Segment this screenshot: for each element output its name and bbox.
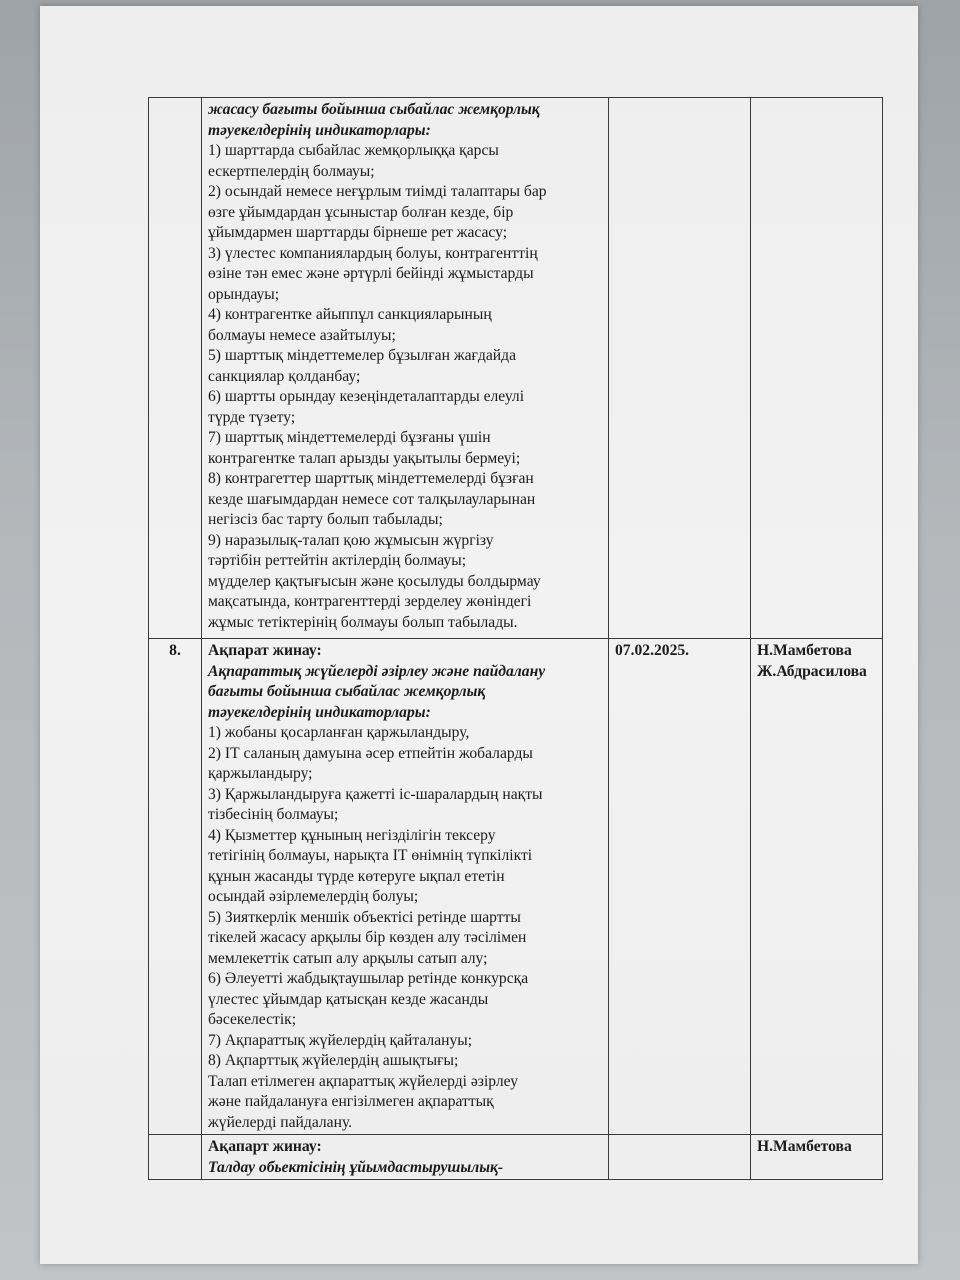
text-line: Талап етілмеген ақпараттық жүйелерді әзірлеу: [208, 1072, 519, 1090]
section-heading: Ақапарт жинау:: [208, 1138, 322, 1155]
subheading-line: Ақпараттық жүйелерді әзірлеу және пайдалану: [208, 662, 546, 680]
responsible-cell: [751, 639, 883, 1135]
description-cell: [202, 639, 609, 1135]
text-line: тетігінің болмауы, нарықта ІТ өнімнің түпкілікті: [208, 847, 533, 864]
text-line: 5) шарттық міндеттемелер бұзылған жағдайда: [208, 347, 516, 364]
text-line: тізбесінің болмауы;: [208, 806, 339, 823]
row-number-cell: 8.: [149, 639, 202, 1135]
text-line: 9) наразылық-талап қою жұмысын жүргізу: [208, 531, 494, 549]
subheading-line: тәуекелдерінің индикаторлары:: [208, 703, 431, 721]
text-line: түрде түзету;: [208, 408, 296, 426]
text-line: санкциялар қолданбау;: [208, 367, 361, 385]
text-line: жүйелерді пайдалану.: [208, 1113, 353, 1131]
table-row: [149, 98, 883, 639]
text-line: 2) ІТ саланың дамуына әсер етпейтін жобаларды: [208, 744, 533, 762]
table-row: [149, 639, 883, 1135]
text-line: тікелей жасасу арқылы бір көзден алу тәсілімен: [208, 929, 527, 946]
responsible-person: Н.Мамбетова: [757, 642, 852, 659]
text-line: 6) Әлеуетті жабдықтаушылар ретінде конкурсқа: [208, 970, 529, 987]
plan-table: [148, 97, 883, 1180]
table-body: [149, 98, 883, 1180]
text-line: мақсатында, контрагенттерді зерделеу жөніндегі: [208, 593, 532, 610]
text-line: контрагентке талап арызды уақытылы бермеуі;: [208, 449, 521, 467]
text-line: 5) Зияткерлік меншік объектісі ретінде шартты: [208, 908, 521, 926]
text-line: осындай әзірлемелердің болуы;: [208, 888, 419, 905]
responsible-cell: [751, 1135, 883, 1180]
responsible-cell: [751, 98, 883, 639]
text-line: және пайдалануға енгізілмеген ақпараттық: [208, 1093, 494, 1110]
description-cell: [202, 1135, 609, 1180]
table-row: [149, 1135, 883, 1180]
text-line: 8) контрагеттер шарттық міндеттемелерді бұзған: [208, 470, 534, 487]
text-line: өзіне тән емес және әртүрлі бейінді жұмыстарды: [208, 265, 534, 282]
subheading-line: тәуекелдерінің индикаторлары:: [208, 121, 431, 139]
text-line: 3) үлестес компаниялардың болуы, контрагенттің: [208, 244, 538, 262]
text-line: ескертпелердің болмауы;: [208, 162, 375, 180]
paper-sheet: [40, 6, 918, 1264]
text-line: 6) шартты орындау кезеңіндеталаптарды елеулі: [208, 388, 525, 405]
text-line: 2) осындай немесе неғұрлым тиімді талаптары бар: [208, 183, 547, 200]
date-cell: [609, 1135, 751, 1180]
text-line: 7) Ақпараттық жүйелердің қайталануы;: [208, 1031, 473, 1049]
text-line: өзге ұйымдардан ұсыныстар болған кезде, бір: [208, 203, 514, 221]
text-line: 7) шарттық міндеттемелерді бұзғаны үшін: [208, 429, 491, 446]
text-line: ұйымдармен шарттарды бірнеше рет жасасу;: [208, 224, 508, 241]
text-line: жұмыс тетіктерінің болмауы болып табылады.: [208, 613, 518, 631]
text-line: қаржыландыру;: [208, 765, 313, 782]
text-line: үлестес ұйымдар қатысқан кезде жасанды: [208, 990, 489, 1008]
text-line: 3) Қаржыландыруға қажетті іс-шаралардың нақты: [208, 785, 543, 803]
subheading-line: Талдау обьектісінің ұйымдастырушылық-: [208, 1158, 504, 1176]
text-line: 8) Ақпарттық жүйелердің ашықтығы;: [208, 1052, 459, 1069]
text-line: бәсекелестік;: [208, 1011, 297, 1028]
text-line: орындауы;: [208, 285, 280, 303]
row-number-cell: [149, 1135, 202, 1180]
text-line: мүдделер қақтығысын және қосылуды болдырмау: [208, 572, 541, 590]
text-line: мемлекеттік сатып алу арқылы сатып алу;: [208, 949, 488, 967]
text-line: 1) жобаны қосарланған қаржыландыру,: [208, 724, 470, 741]
text-line: 4) контрагентке айыппұл санкцияларының: [208, 306, 492, 323]
row-number-cell: [149, 98, 202, 639]
text-line: 4) Қызметтер құнының негізділігін тексеру: [208, 826, 496, 844]
text-line: негізсіз бас тарту болып табылады;: [208, 511, 443, 528]
date-cell: [609, 98, 751, 639]
text-line: болмауы немесе азайтылуы;: [208, 326, 396, 344]
text-line: тәртібін реттейтін актілердің болмауы;: [208, 552, 467, 569]
text-line: құнын жасанды түрде көтеруге ықпал ететін: [208, 867, 505, 885]
subheading-line: бағыты бойынша сыбайлас жемқорлық: [208, 683, 486, 700]
section-heading: Ақпарат жинау:: [208, 642, 322, 659]
text-line: кезде шағымдардан немесе сот талқылауларынан: [208, 490, 536, 508]
subheading-line: жасасу бағыты бойынша сыбайлас жемқорлық: [208, 101, 540, 118]
text-line: 1) шарттарда сыбайлас жемқорлыққа қарсы: [208, 142, 499, 159]
description-cell: [202, 98, 609, 639]
responsible-person: Н.Мамбетова: [757, 1138, 852, 1155]
date-cell: 07.02.2025.: [609, 639, 751, 1135]
responsible-person: Ж.Абдрасилова: [757, 662, 867, 680]
